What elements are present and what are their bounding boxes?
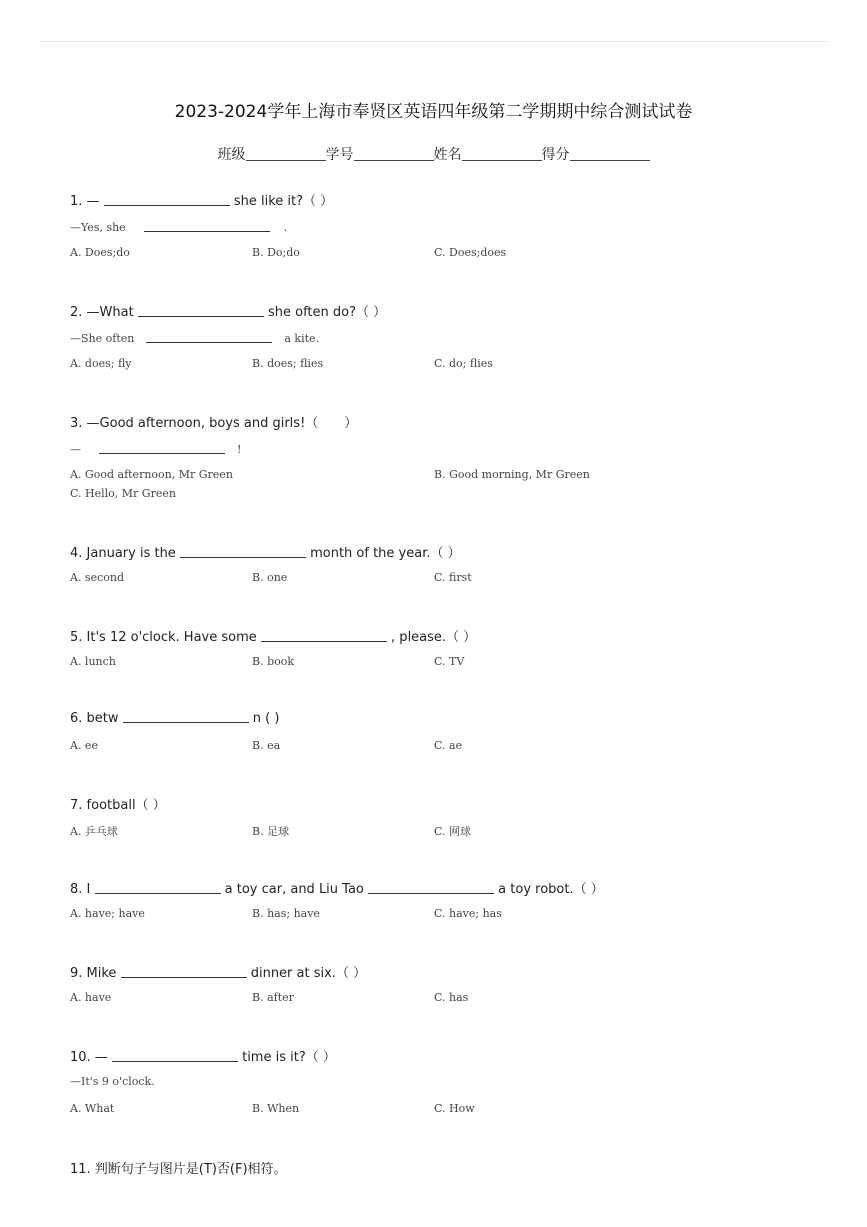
response-text: —She often [70,332,135,345]
question-3-response [70,441,241,456]
answer-blank[interactable] [104,193,230,206]
question-text: a toy car, and Liu Tao [224,882,364,897]
question-6 [70,710,279,726]
option-b[interactable]: B. 足球 [252,825,290,838]
question-text: 4. January is the [70,546,176,561]
response-text: a kite. [284,332,320,345]
response-text: — [70,443,81,456]
question-text: , please.（ ） [391,630,477,645]
option-a[interactable]: A. second [70,571,125,584]
name-label: 姓名 [433,147,462,163]
question-11: 11. 判断句子与图片是(T)否(F)相符。 [70,1162,287,1177]
option-a[interactable]: A. Does;do [70,246,130,259]
question-text: she like it?（ ） [233,194,334,209]
question-text: 6. betw [70,711,119,726]
question-text: 2. —What [70,305,134,320]
class-blank[interactable] [246,146,326,161]
question-text: dinner at six.（ ） [250,966,367,981]
score-blank[interactable] [570,146,650,161]
option-b[interactable]: B. Do;do [252,246,300,259]
response-text: —Yes, she [70,221,126,234]
option-b[interactable]: B. ea [252,739,281,752]
question-text: month of the year.（ ） [310,546,461,561]
page-title: 2023-2024学年上海市奉贤区英语四年级第二学期期中综合测试试卷 [174,102,693,122]
option-c[interactable]: C. first [434,571,472,584]
answer-blank[interactable] [99,441,225,454]
option-a[interactable]: A. Good afternoon, Mr Green [70,468,233,481]
page-top-divider [40,41,828,42]
response-text: . [283,221,288,234]
option-a[interactable]: A. have [70,991,112,1004]
question-1-response [70,219,287,234]
question-7 [70,794,166,813]
option-c[interactable]: C. 网球 [434,825,472,838]
option-c[interactable]: C. do; flies [434,357,493,370]
answer-blank[interactable] [368,881,494,894]
question-text: 1. — [70,194,100,209]
answer-blank[interactable] [138,304,264,317]
question-text: 7. football（ ） [70,798,166,813]
question-text: 10. — [70,1050,108,1065]
question-text: a toy robot.（ ） [498,882,604,897]
option-a[interactable]: A. ee [70,739,98,752]
question-10 [70,1046,336,1065]
answer-blank[interactable] [261,629,387,642]
question-8 [70,878,604,897]
option-a[interactable]: A. What [70,1102,115,1115]
answer-blank[interactable] [144,219,270,232]
question-text: time is it?（ ） [242,1050,336,1065]
question-2-response [70,330,319,345]
option-b[interactable]: B. after [252,991,294,1004]
option-c[interactable]: C. has [434,991,469,1004]
question-2 [70,301,386,320]
question-text: n ( ) [252,711,280,726]
answer-blank[interactable] [123,710,249,723]
answer-blank[interactable] [180,545,306,558]
option-c[interactable]: C. How [434,1102,475,1115]
number-label: 学号 [325,147,354,163]
option-c[interactable]: C. Hello, Mr Green [70,487,176,500]
name-blank[interactable] [462,146,542,161]
option-a[interactable]: A. 乒乓球 [70,825,118,838]
option-a[interactable]: A. have; have [70,907,145,920]
score-label: 得分 [541,147,570,163]
question-9 [70,962,366,981]
question-3 [70,412,357,431]
answer-blank[interactable] [121,965,247,978]
question-text: 9. Mike [70,966,117,981]
option-c[interactable]: C. Does;does [434,246,507,259]
answer-blank[interactable] [95,881,221,894]
question-4 [70,542,461,561]
option-b[interactable]: B. Good morning, Mr Green [434,468,590,481]
option-b[interactable]: B. book [252,655,295,668]
question-text: 8. I [70,882,91,897]
answer-blank[interactable] [112,1049,238,1062]
question-5 [70,626,476,645]
question-text: 5. It's 12 o'clock. Have some [70,630,257,645]
answer-blank[interactable] [146,330,272,343]
option-c[interactable]: C. TV [434,655,465,668]
option-c[interactable]: C. have; has [434,907,502,920]
option-c[interactable]: C. ae [434,739,463,752]
question-10-response: —It's 9 o'clock. [70,1075,155,1088]
option-b[interactable]: B. When [252,1102,300,1115]
class-label: 班级 [217,147,246,163]
option-b[interactable]: B. one [252,571,288,584]
option-b[interactable]: B. has; have [252,907,320,920]
question-1 [70,190,333,209]
question-text: she often do?（ ） [267,305,387,320]
option-a[interactable]: A. does; fly [70,357,132,370]
option-b[interactable]: B. does; flies [252,357,324,370]
number-blank[interactable] [354,146,434,161]
student-info-line [0,144,867,164]
question-text: 3. —Good afternoon, boys and girls!（ ） [70,416,358,431]
option-a[interactable]: A. lunch [70,655,116,668]
response-text: ! [237,443,242,456]
